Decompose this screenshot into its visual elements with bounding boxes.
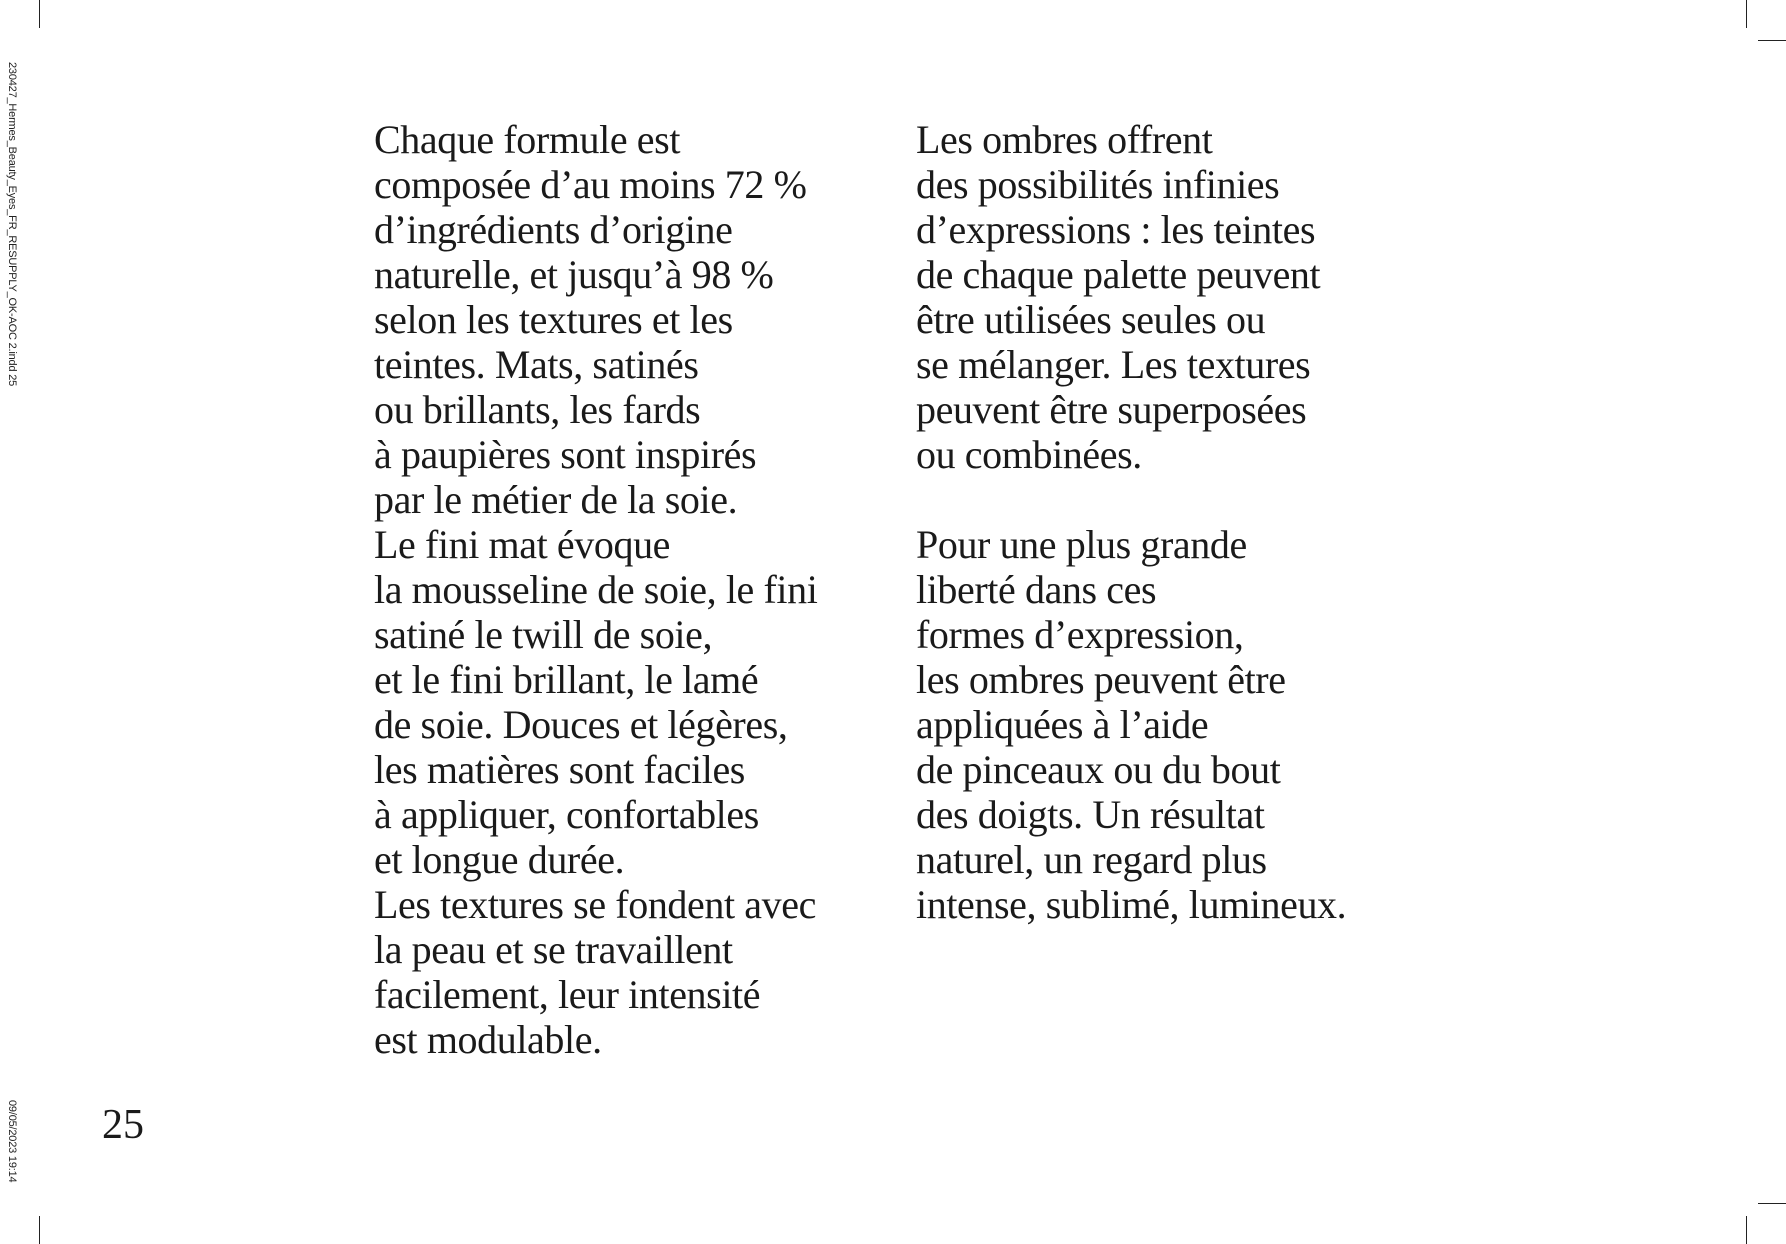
text-line: Le fini mat évoque bbox=[374, 522, 671, 567]
text-line: est modulable. bbox=[374, 1017, 602, 1062]
crop-mark-bottom-left bbox=[39, 1216, 40, 1244]
text-line: d’ingrédients d’origine bbox=[374, 207, 733, 252]
crop-mark-bottom-right bbox=[1746, 1216, 1747, 1244]
text-line: se mélanger. Les textures bbox=[916, 342, 1311, 387]
slug-timestamp: 09/05/2023 19:14 bbox=[6, 1100, 18, 1183]
text-line: naturel, un regard plus bbox=[916, 837, 1267, 882]
text-line: de chaque palette peuvent bbox=[916, 252, 1321, 297]
text-column-left bbox=[374, 117, 817, 1062]
text-line: ou brillants, les fards bbox=[374, 387, 701, 432]
text-line: teintes. Mats, satinés bbox=[374, 342, 699, 387]
text-line: à appliquer, confortables bbox=[374, 792, 759, 837]
text-line: la peau et se travaillent bbox=[374, 927, 733, 972]
crop-mark-top-left bbox=[39, 0, 40, 28]
text-line: facilement, leur intensité bbox=[374, 972, 761, 1017]
text-line: Chaque formule est bbox=[374, 117, 681, 162]
text-line: par le métier de la soie. bbox=[374, 477, 738, 522]
text-line: à paupières sont inspirés bbox=[374, 432, 757, 477]
text-line: Les textures se fondent avec bbox=[374, 882, 816, 927]
paragraph-gap bbox=[916, 477, 1346, 522]
text-line: les ombres peuvent être bbox=[916, 657, 1286, 702]
text-line: intense, sublimé, lumineux. bbox=[916, 882, 1347, 927]
slug-file-info: 230427_Hermes_Beauty_Eyes_FR_RESUPPLY_OK-AOC 2.indd 25 bbox=[6, 62, 18, 387]
text-line: être utilisées seules ou bbox=[916, 297, 1266, 342]
text-line: peuvent être superposées bbox=[916, 387, 1307, 432]
text-line: la mousseline de soie, le fini bbox=[374, 567, 818, 612]
page-number: 25 bbox=[102, 1102, 144, 1148]
text-line: ou combinées. bbox=[916, 432, 1142, 477]
text-line: d’expressions : les teintes bbox=[916, 207, 1316, 252]
text-line: appliquées à l’aide bbox=[916, 702, 1209, 747]
text-line: de soie. Douces et légères, bbox=[374, 702, 788, 747]
text-line: de pinceaux ou du bout bbox=[916, 747, 1281, 792]
text-line: naturelle, et jusqu’à 98 % bbox=[374, 252, 774, 297]
text-line: Pour une plus grande bbox=[916, 522, 1247, 567]
text-line: et le fini brillant, le lamé bbox=[374, 657, 759, 702]
text-line: et longue durée. bbox=[374, 837, 625, 882]
text-line: satiné le twill de soie, bbox=[374, 612, 713, 657]
text-line: Les ombres offrent bbox=[916, 117, 1213, 162]
text-line: formes d’expression, bbox=[916, 612, 1244, 657]
text-line: les matières sont faciles bbox=[374, 747, 745, 792]
crop-mark-top-right bbox=[1746, 0, 1747, 28]
text-line: des doigts. Un résultat bbox=[916, 792, 1265, 837]
text-line: composée d’au moins 72 % bbox=[374, 162, 807, 207]
crop-mark-right-top bbox=[1758, 40, 1786, 41]
text-line: selon les textures et les bbox=[374, 297, 733, 342]
text-column-right bbox=[916, 117, 1346, 927]
text-line: liberté dans ces bbox=[916, 567, 1157, 612]
crop-mark-right-bottom bbox=[1758, 1203, 1786, 1204]
text-line: des possibilités infinies bbox=[916, 162, 1280, 207]
